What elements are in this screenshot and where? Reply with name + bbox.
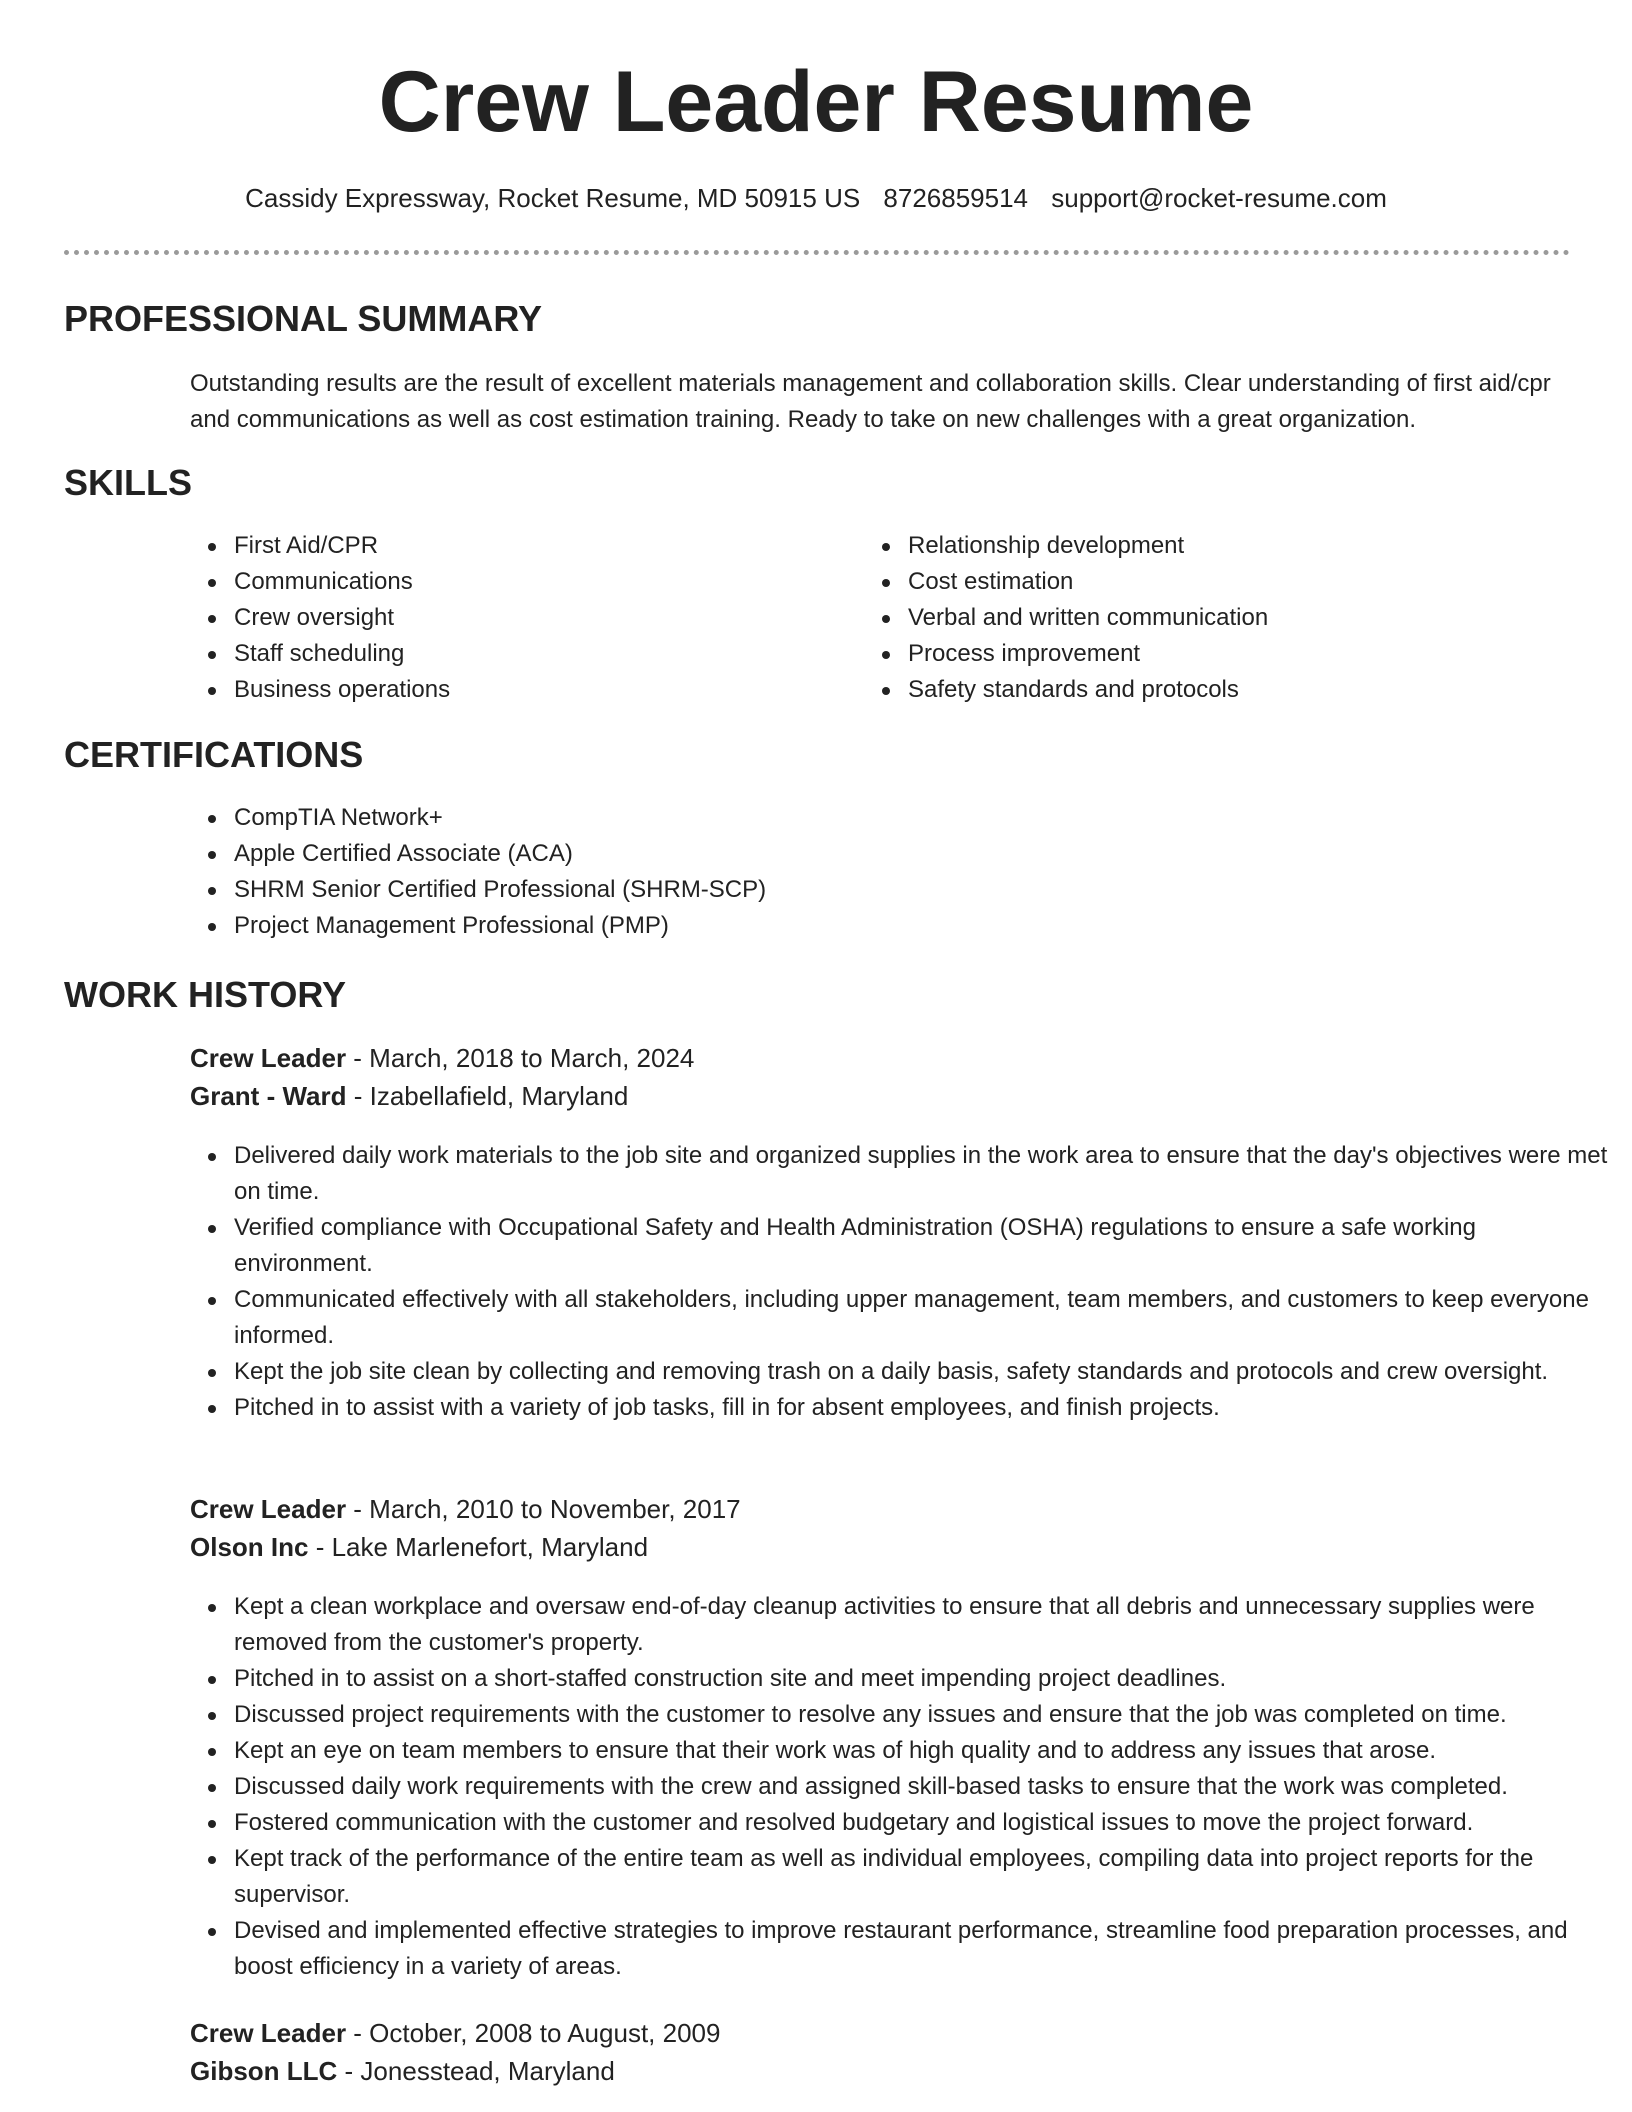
job-dates: - March, 2010 to November, 2017 [346, 1494, 741, 1524]
skill-item: Cost estimation [908, 564, 1608, 600]
skill-item: Safety standards and protocols [908, 672, 1608, 708]
job-bullet: Kept track of the performance of the entire team as well as individual employees, compiling data into project reports for the supervisor. [234, 1841, 1610, 1913]
resume-title: Crew Leader Resume [378, 54, 1254, 150]
job-dates: - October, 2008 to August, 2009 [346, 2018, 721, 2048]
contact-email[interactable]: support@rocket-resume.com [1051, 183, 1387, 213]
certification-item: Apple Certified Associate (ACA) [234, 836, 1534, 872]
job-bullet: Communicated effectively with all stakeholders, including upper management, team members, and customers to keep everyone informed. [234, 1282, 1610, 1354]
job-bullet: Devised and implemented effective strategies to improve restaurant performance, streamline food preparation processes, and boost efficiency in a variety of areas. [234, 1913, 1610, 1985]
job-location: - Lake Marlenefort, Maryland [308, 1532, 649, 1562]
job-bullets [190, 1589, 1610, 1985]
skill-item: Process improvement [908, 636, 1608, 672]
contact-address: Cassidy Expressway, Rocket Resume, MD 50915 US [245, 183, 861, 213]
certification-item: SHRM Senior Certified Professional (SHRM-SCP) [234, 872, 1534, 908]
certification-item: CompTIA Network+ [234, 800, 1534, 836]
job-company: Grant - Ward [190, 1081, 347, 1111]
job-bullet: Discussed project requirements with the customer to resolve any issues and ensure that the job was completed on time. [234, 1697, 1610, 1733]
skill-item: Crew oversight [234, 600, 834, 636]
skill-item: Verbal and written communication [908, 600, 1608, 636]
summary-heading: PROFESSIONAL SUMMARY [64, 298, 543, 339]
header-divider [64, 250, 1570, 255]
skill-item: Staff scheduling [234, 636, 834, 672]
job-bullet: Delivered daily work materials to the job site and organized supplies in the work area to ensure that the day's objectives were met on time. [234, 1138, 1610, 1210]
job-title-line [190, 1490, 741, 1528]
work-history-heading: WORK HISTORY [64, 974, 347, 1015]
job-bullet: Discussed daily work requirements with the crew and assigned skill-based tasks to ensure that the work was completed. [234, 1769, 1610, 1805]
job-bullet: Pitched in to assist on a short-staffed construction site and meet impending project deadlines. [234, 1661, 1610, 1697]
skills-list-right [864, 528, 1608, 708]
job-title: Crew Leader [190, 1494, 347, 1524]
contact-line [0, 180, 1632, 216]
job-title-line [190, 2014, 720, 2052]
skill-item: First Aid/CPR [234, 528, 834, 564]
job-company-line [190, 1528, 648, 1566]
skill-item: Relationship development [908, 528, 1608, 564]
job-bullet: Fostered communication with the customer and resolved budgetary and logistical issues to move the project forward. [234, 1805, 1610, 1841]
job-company-line [190, 2052, 615, 2090]
certifications-list [190, 800, 1534, 944]
job-bullets [190, 1138, 1610, 1426]
job-bullet: Kept the job site clean by collecting and removing trash on a daily basis, safety standards and protocols and crew oversight. [234, 1354, 1610, 1390]
skills-list-left [190, 528, 834, 708]
job-dates: - March, 2018 to March, 2024 [346, 1043, 695, 1073]
job-company: Olson Inc [190, 1532, 309, 1562]
certifications-heading: CERTIFICATIONS [64, 734, 364, 775]
job-location: - Izabellafield, Maryland [346, 1081, 629, 1111]
skill-item: Business operations [234, 672, 834, 708]
certification-item: Project Management Professional (PMP) [234, 908, 1534, 944]
contact-phone[interactable]: 8726859514 [883, 183, 1029, 213]
job-bullet: Verified compliance with Occupational Safety and Health Administration (OSHA) regulations to ensure a safe working environment. [234, 1210, 1610, 1282]
job-company: Gibson LLC [190, 2056, 338, 2086]
job-company-line [190, 1077, 628, 1115]
job-location: - Jonesstead, Maryland [337, 2056, 615, 2086]
job-bullet: Pitched in to assist with a variety of job tasks, fill in for absent employees, and finish projects. [234, 1390, 1610, 1426]
skill-item: Communications [234, 564, 834, 600]
skills-heading: SKILLS [64, 462, 193, 503]
job-title: Crew Leader [190, 2018, 347, 2048]
summary-text: Outstanding results are the result of excellent materials management and collaboration skills. Clear understanding of first aid/cpr and communications as well as cost estimation training. Ready to take on new challenges with a great organization. [190, 370, 1551, 433]
job-bullet: Kept an eye on team members to ensure that their work was of high quality and to address any issues that arose. [234, 1733, 1610, 1769]
job-title-line [190, 1039, 694, 1077]
job-bullet: Kept a clean workplace and oversaw end-of-day cleanup activities to ensure that all debris and unnecessary supplies were removed from the customer's property. [234, 1589, 1610, 1661]
job-title: Crew Leader [190, 1043, 347, 1073]
